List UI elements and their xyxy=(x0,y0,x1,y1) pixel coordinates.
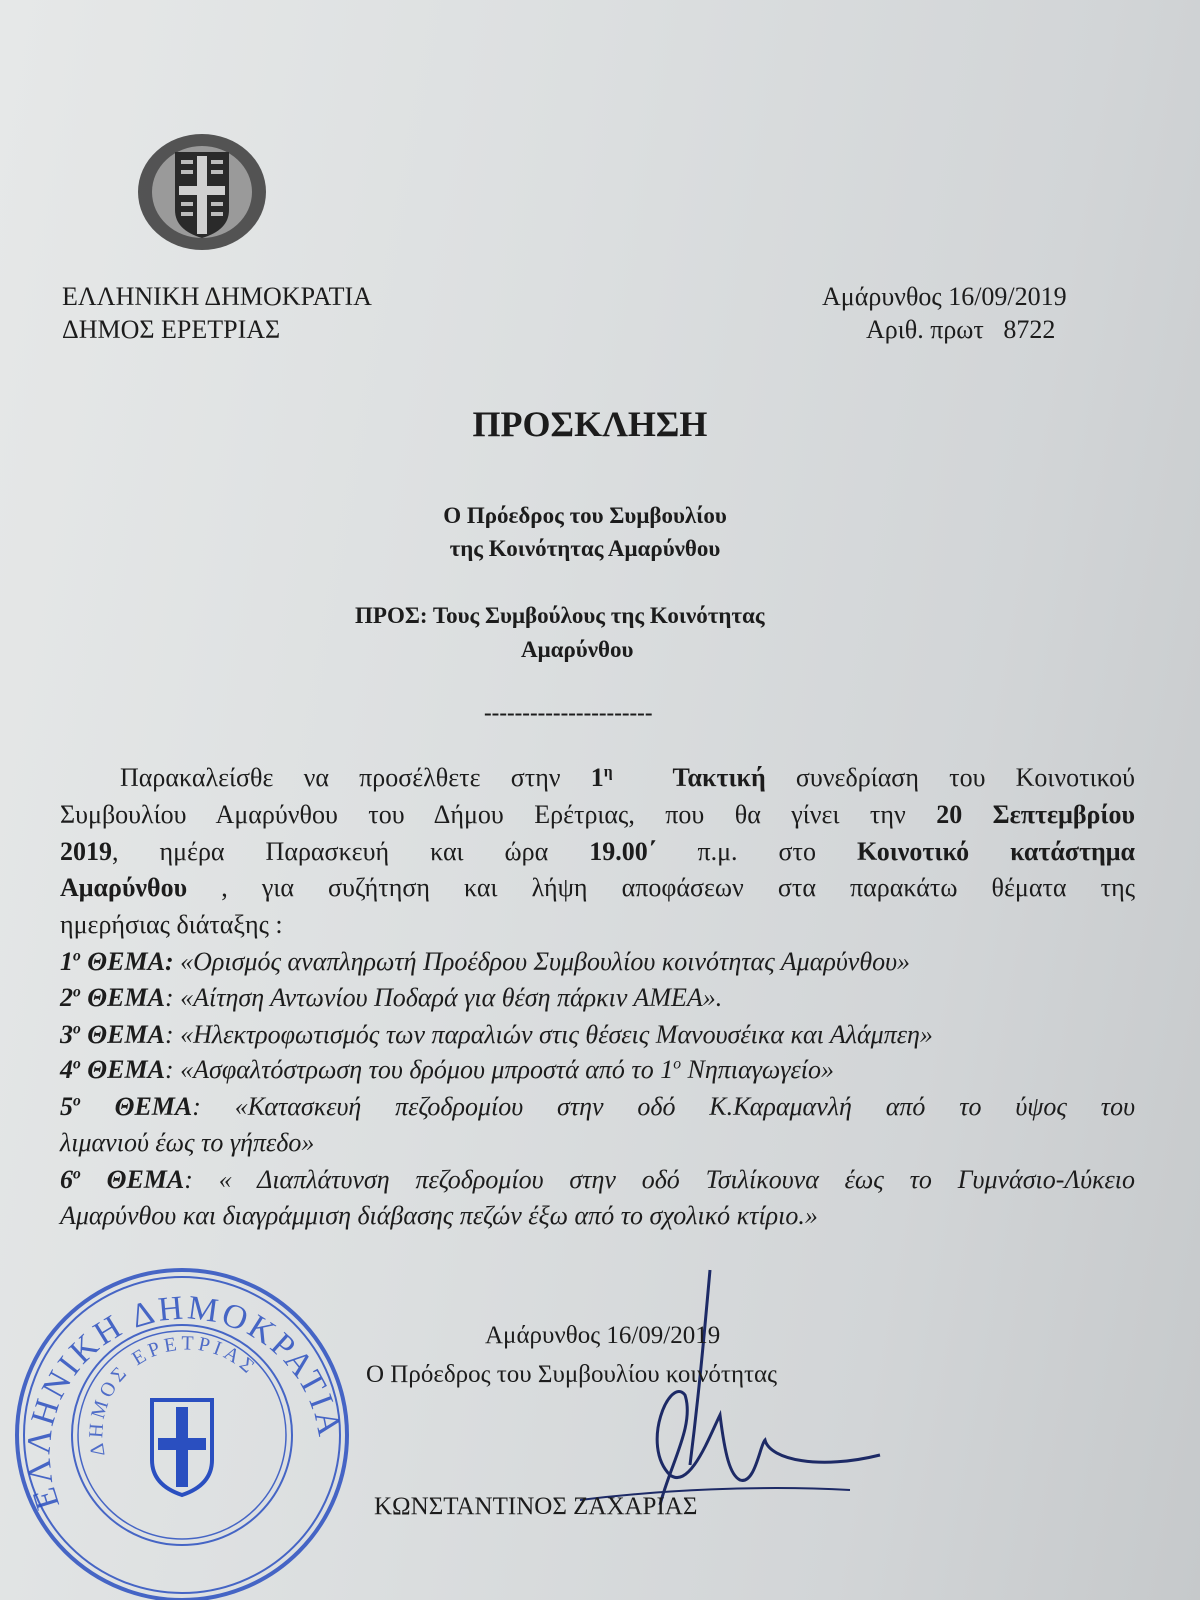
stamp-inner-text: ΔΗΜΟΣ ΕΡΕΤΡΙΑΣ xyxy=(85,1332,262,1458)
stamp-cross-emblem xyxy=(152,1400,212,1495)
signatory-name: ΚΩΝΣΤΑΝΤΙΝΟΣ ΖΑΧΑΡΙΑΣ xyxy=(374,1493,698,1520)
topic-6-continued: Αμαρύνθου και διαγράμμιση διάβασης πεζών έξω από το σχολικό κτίριο.» xyxy=(60,1201,818,1230)
topic-6: $6^o$ ΘΕΜΑ: « Διαπλάτυνση πεζοδρομίου στην οδό Τσιλίκουνα έως το Γυμνάσιο-Λύκειο xyxy=(60,1165,1135,1194)
recipients-line-1: ΠΡΟΣ: Τους Συμβούλους της Κοινότητας xyxy=(355,603,765,628)
header-place-date: Αμάρυνθος 16/09/2019 xyxy=(822,282,1067,311)
closing-place-date: Αμάρυνθος 16/09/2019 xyxy=(485,1322,721,1349)
recipients-line-2: Αμαρύνθου xyxy=(521,637,634,662)
body-line-3: 2019, ημέρα Παρασκευή και ώρα 19.00΄ π.μ. στο Κοινοτικό κατάστημα xyxy=(60,837,1135,866)
topic-2: $2^o$ ΘΕΜΑ: «Αίτηση Αντωνίου Ποδαρά για θέση πάρκιν ΑΜΕΑ». xyxy=(60,983,723,1012)
protocol-label: Αριθ. πρωτ xyxy=(866,315,984,344)
municipality-name: ΔΗΜΟΣ ΕΡΕΤΡΙΑΣ xyxy=(62,315,281,344)
org-name: ΕΛΛΗΝΙΚΗ ΔΗΜΟΚΡΑΤΙΑ xyxy=(62,282,372,311)
protocol-number xyxy=(866,315,1055,345)
from-line-1: Ο Πρόεδρος του Συμβουλίου xyxy=(443,503,727,528)
from-line-2: της Κοινότητας Αμαρύνθου xyxy=(449,536,721,561)
topic-3: $3^o$ ΘΕΜΑ: «Ηλεκτροφωτισμός των παραλιών στις θέσεις Μανουσέικα και Αλάμπεη» xyxy=(60,1020,933,1049)
topic-5: $5^o$ ΘΕΜΑ: «Κατασκευή πεζοδρομίου στην οδό Κ.Καραμανλή από το ύψος του xyxy=(60,1092,1135,1121)
body-line-4: Αμαρύνθου , για συζήτηση και λήψη αποφάσεων στα παρακάτω θέματα της xyxy=(60,873,1135,902)
protocol-value: 8722 xyxy=(1003,315,1056,344)
separator-line: ---------------------- xyxy=(484,700,653,725)
signatory-role: Ο Πρόεδρος του Συμβουλίου κοινότητας xyxy=(366,1361,778,1388)
greek-coat-of-arms-emblem xyxy=(135,130,270,255)
document-title: ΠΡΟΣΚΛΗΣΗ xyxy=(472,404,708,444)
body-line-5: ημερήσιας διάταξης : xyxy=(60,910,283,939)
body-line-2: Συμβουλίου Αμαρύνθου του Δήμου Ερέτριας, που θα γίνει την 20 Σεπτεμβρίου xyxy=(60,800,1136,829)
topic-1: $1^o$ ΘΕΜΑ: «Ορισμός αναπληρωτή Προέδρου Συμβουλίου κοινότητας Αμαρύνθου» xyxy=(60,947,911,976)
topic-5-continued: λιμανιού έως το γήπεδο» xyxy=(60,1128,315,1157)
municipal-stamp xyxy=(10,1255,350,1600)
body-line-1: Παρακαλείσθε να προσέλθετε στην $1^\eta$ Τακτική συνεδρίαση του Κοινοτικού xyxy=(120,763,1136,792)
stamp-outer-text: ΕΛΛΗΝΙΚΗ ΔΗΜΟΚΡΑΤΙΑ xyxy=(20,1289,349,1514)
topic-4: $4^o$ ΘΕΜΑ: «Ασφαλτόστρωση του δρόμου μπροστά από το $1^o$ Νηπιαγωγείο» xyxy=(60,1055,834,1084)
